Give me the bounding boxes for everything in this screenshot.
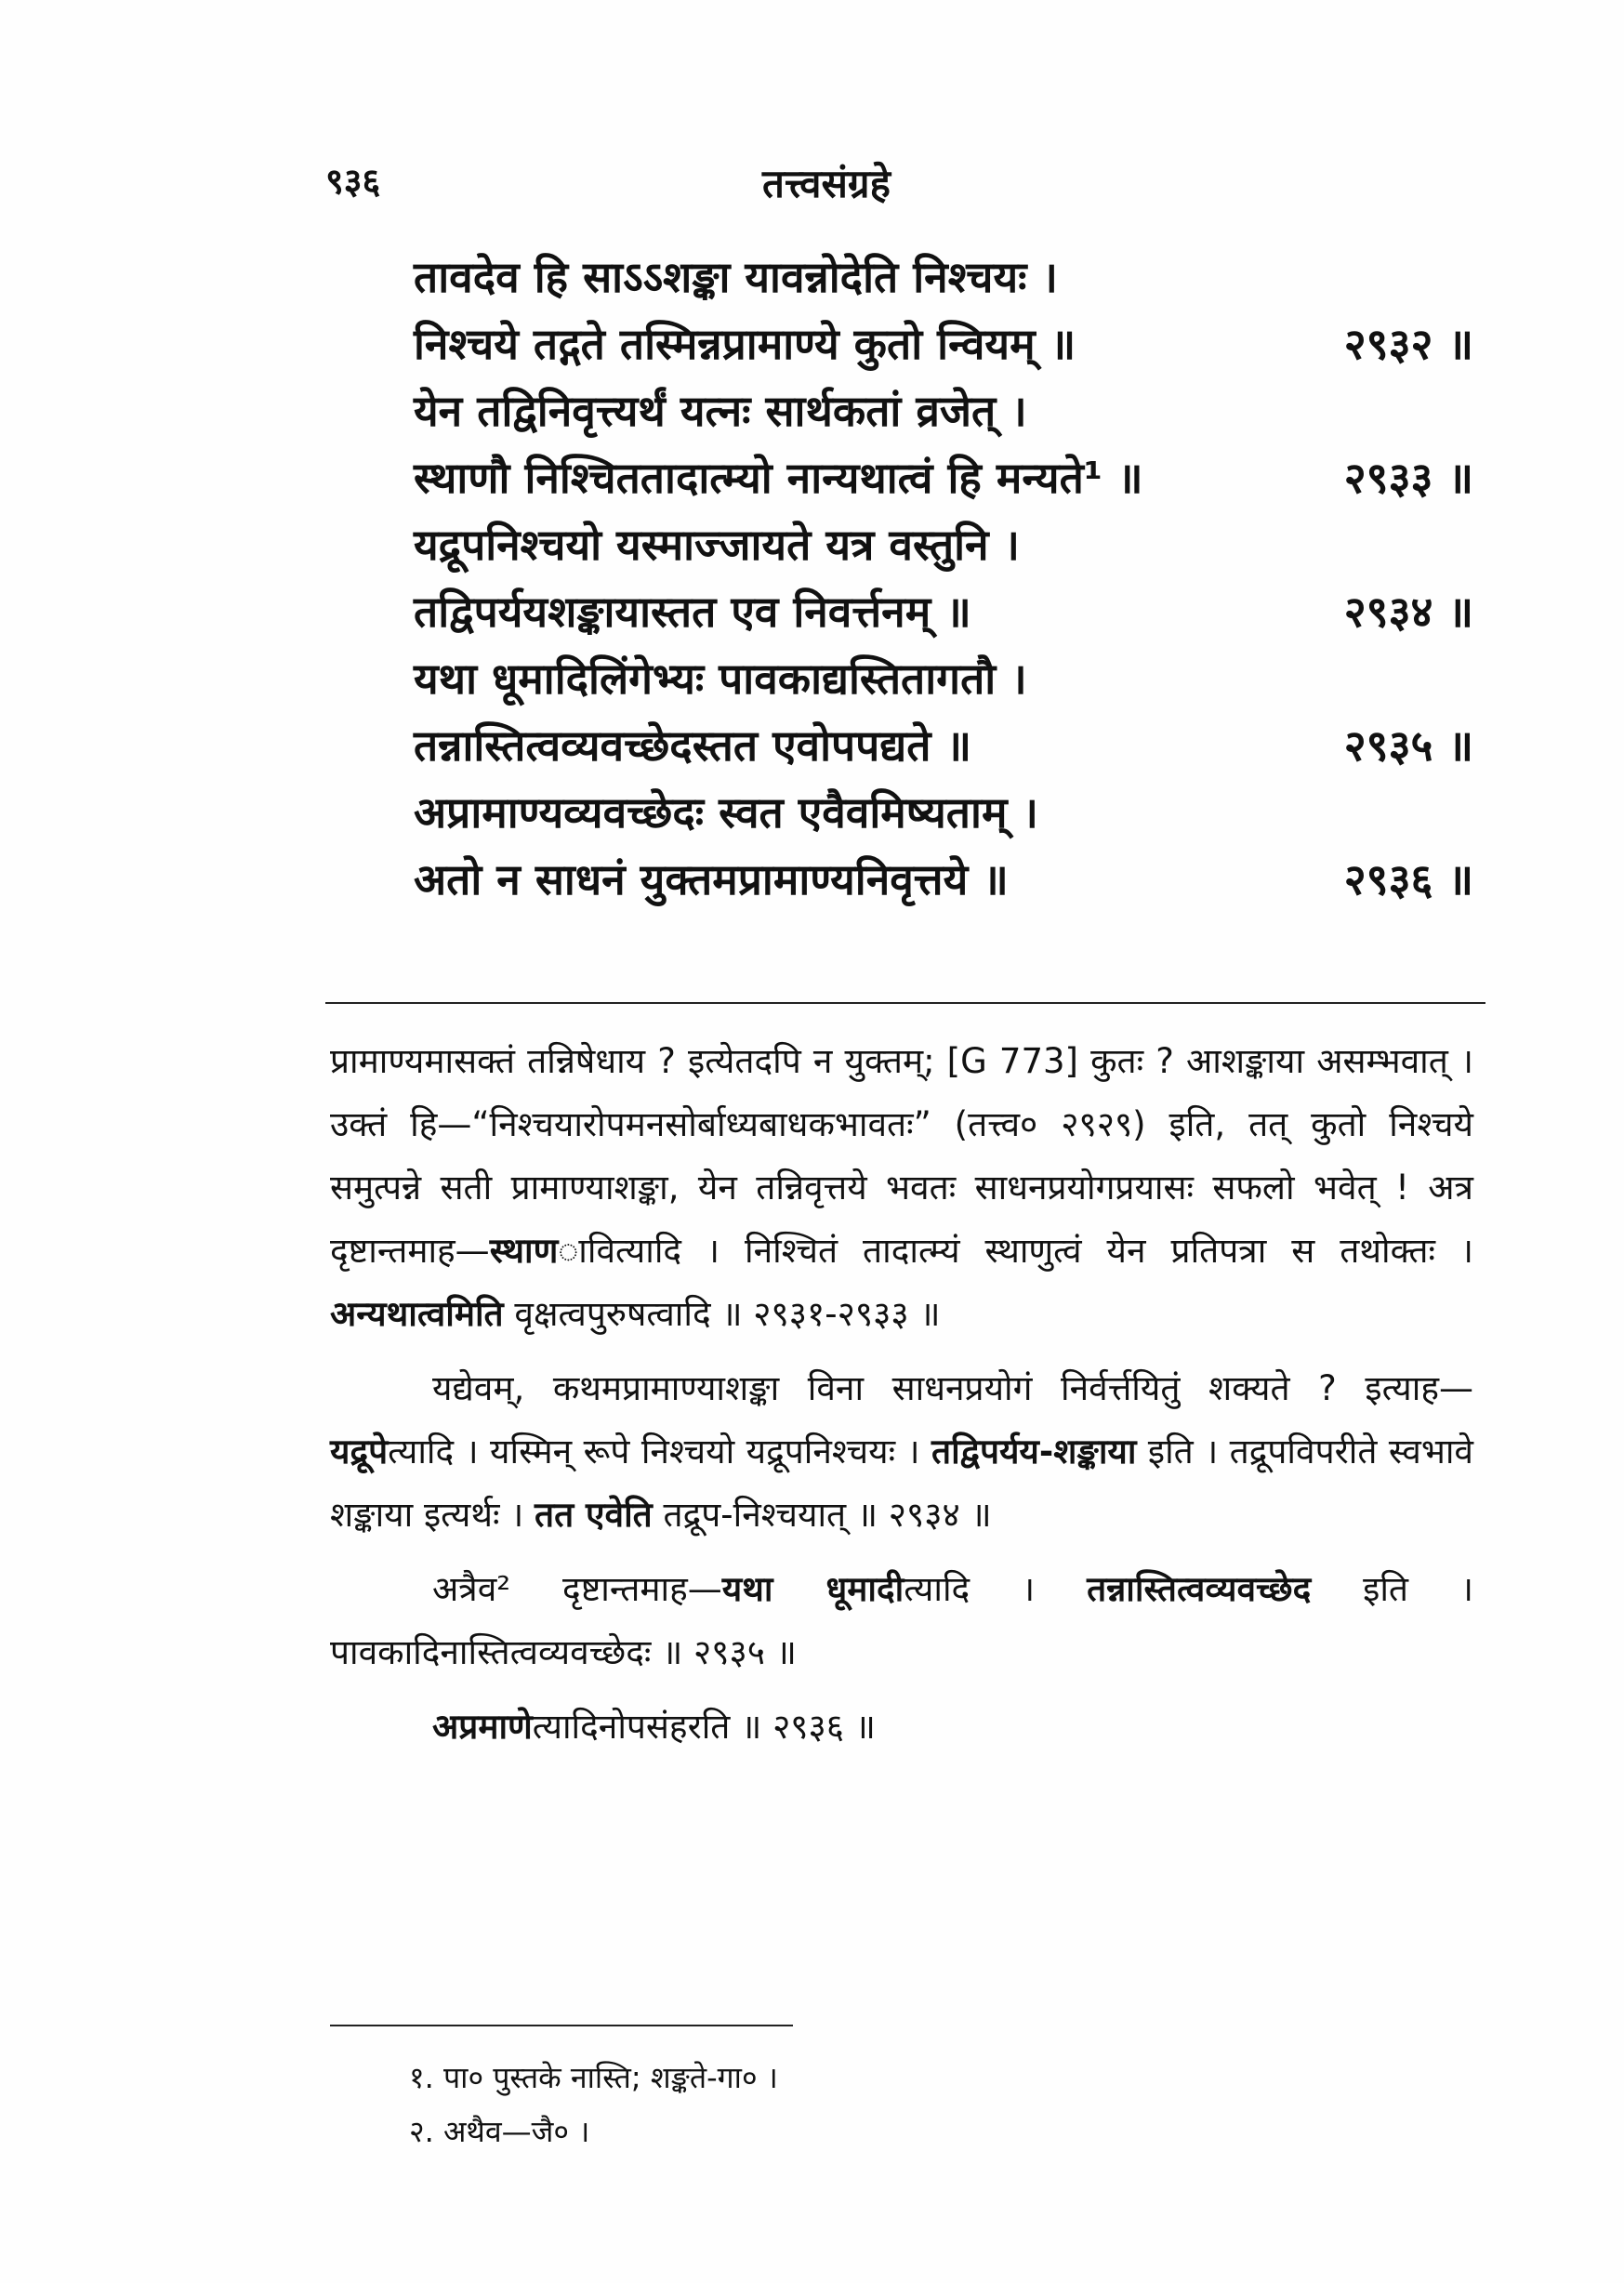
page-header xyxy=(325,156,1441,212)
commentary-block xyxy=(330,1030,1473,1759)
verse-number: २९३४ ॥ xyxy=(1343,587,1473,637)
commentary-text: वृक्षत्वपुरुषत्वादि ॥ २९३१-२९३३ ॥ xyxy=(503,1294,941,1334)
verse-line xyxy=(414,244,1473,310)
commentary-keyword: यद्रूपे xyxy=(330,1432,389,1471)
commentary-text: अत्रैव² दृष्टान्तमाह— xyxy=(432,1569,722,1609)
commentary-keyword: तद्विपर्यय-शङ्काया xyxy=(931,1432,1137,1471)
commentary-text: यद्येवम्, कथमप्रामाण्याशङ्का विना साधनप्रयोगं निर्वर्त्तयितुं शक्यते ? इत्याह— xyxy=(432,1368,1473,1408)
footnote: २. अथैव—जै० । xyxy=(409,2114,590,2149)
commentary-keyword: यथा धूमादी xyxy=(721,1569,904,1609)
verse-block xyxy=(414,244,1473,913)
footnotes xyxy=(409,2051,1432,2158)
commentary-paragraph xyxy=(330,1357,1473,1547)
footnote-divider xyxy=(330,2025,793,2026)
verse-text: स्थाणौ निश्चिततादात्म्यो नान्यथात्वं हि मन्यते¹ ॥ xyxy=(414,453,1143,503)
commentary-paragraph xyxy=(330,1558,1473,1684)
verse-number: २९३३ ॥ xyxy=(1343,453,1473,503)
verse-text: तन्नास्तित्वव्यवच्छेदस्तत एवोपपद्यते ॥ xyxy=(414,720,972,771)
commentary-text: इति । पावकादिनास्तित्वव्यवच्छेदः ॥ २९३५ ॥ xyxy=(330,1569,1473,1672)
commentary-text: तद्रूप-निश्चयात् ॥ २९३४ ॥ xyxy=(652,1495,992,1535)
verse-line xyxy=(414,779,1473,846)
commentary-keyword: तत एवेति xyxy=(535,1495,653,1535)
verse-line xyxy=(414,846,1473,913)
verse-text: अतो न साधनं युक्तमप्रामाण्यनिवृत्तये ॥ xyxy=(414,854,1009,904)
verse-text: यद्रूपनिश्चयो यस्माज्जायते यत्र वस्तुनि । xyxy=(414,520,1020,570)
footnote: १. पा० पुस्तके नास्ति; शङ्कते-गा० । xyxy=(409,2060,778,2095)
verse-commentary-divider xyxy=(325,1002,1485,1004)
verse-text: तद्विपर्ययशङ्कायास्तत एव निवर्त्तनम् ॥ xyxy=(414,587,971,637)
verse-line xyxy=(414,511,1473,578)
verse-line xyxy=(414,712,1473,779)
commentary-paragraph xyxy=(330,1030,1473,1346)
verse-line xyxy=(414,310,1473,377)
verse-line xyxy=(414,645,1473,712)
commentary-keyword: अन्यथात्वमिति xyxy=(330,1294,504,1334)
commentary-text: त्यादि । xyxy=(904,1569,1088,1609)
verse-line xyxy=(414,578,1473,645)
verse-line xyxy=(414,377,1473,444)
commentary-keyword: अप्रमाणे xyxy=(432,1707,533,1747)
commentary-text: त्यादि । यस्मिन् रूपे निश्चयो यद्रूपनिश्चयः । xyxy=(388,1432,931,1471)
verse-text: अप्रामाण्यव्यवच्छेदः स्वत एवैवमिष्यताम् । xyxy=(414,787,1038,838)
commentary-keyword: तन्नास्तित्वव्यवच्छेद xyxy=(1087,1569,1312,1609)
verse-text: निश्चये तद्गते तस्मिन्नप्रामाण्ये कुतो न्वियम् ॥ xyxy=(414,319,1076,369)
page-number: ९३६ xyxy=(325,161,381,202)
commentary-text: इति । तद्रूपविपरीते स्वभावे शङ्काया इत्यर्थः । xyxy=(330,1432,1473,1535)
verse-number: २९३६ ॥ xyxy=(1343,854,1473,904)
commentary-keyword: स्थाण xyxy=(489,1231,559,1271)
commentary-paragraph xyxy=(330,1696,1473,1759)
commentary-text: त्यादिनोपसंहरति ॥ २९३६ ॥ xyxy=(532,1707,876,1747)
verse-number: २९३५ ॥ xyxy=(1343,720,1473,771)
verse-text: येन तद्विनिवृत्त्यर्थं यत्नः सार्थकतां व्रजेत् । xyxy=(414,386,1027,436)
verse-text: तावदेव हि साऽऽशङ्का यावन्नोदेति निश्चयः । xyxy=(414,252,1058,302)
verse-line xyxy=(414,444,1473,511)
commentary-text: प्रामाण्यमासक्तं तन्निषेधाय ? इत्येतदपि न युक्तम्; [G 773] कुतः ? आशङ्काया असम्भवात् । उक्तं हि—“निश्चयारोपमनसोर्बाध्यबाधकभावतः” (तत्त्व० २९२९) इति, तत् कुतो निश्चये समुत्पन्ने सती प्रामाण्याशङ्का, येन तन्निवृत्तये भवतः साधनप्रयोगप्रयासः सफलो भवेत् ! अत्र दृष्टान्तमाह— xyxy=(330,1041,1473,1271)
running-title: तत्त्वसंग्रहे xyxy=(762,161,891,206)
commentary-text: ावित्यादि । निश्चितं तादात्म्यं स्थाणुत्वं येन प्रतिपत्रा स तथोक्तः । xyxy=(558,1231,1473,1271)
verse-text: यथा धूमादिलिंगेभ्यः पावकाद्यस्तितागतौ । xyxy=(414,653,1027,704)
verse-number: २९३२ ॥ xyxy=(1343,319,1473,369)
